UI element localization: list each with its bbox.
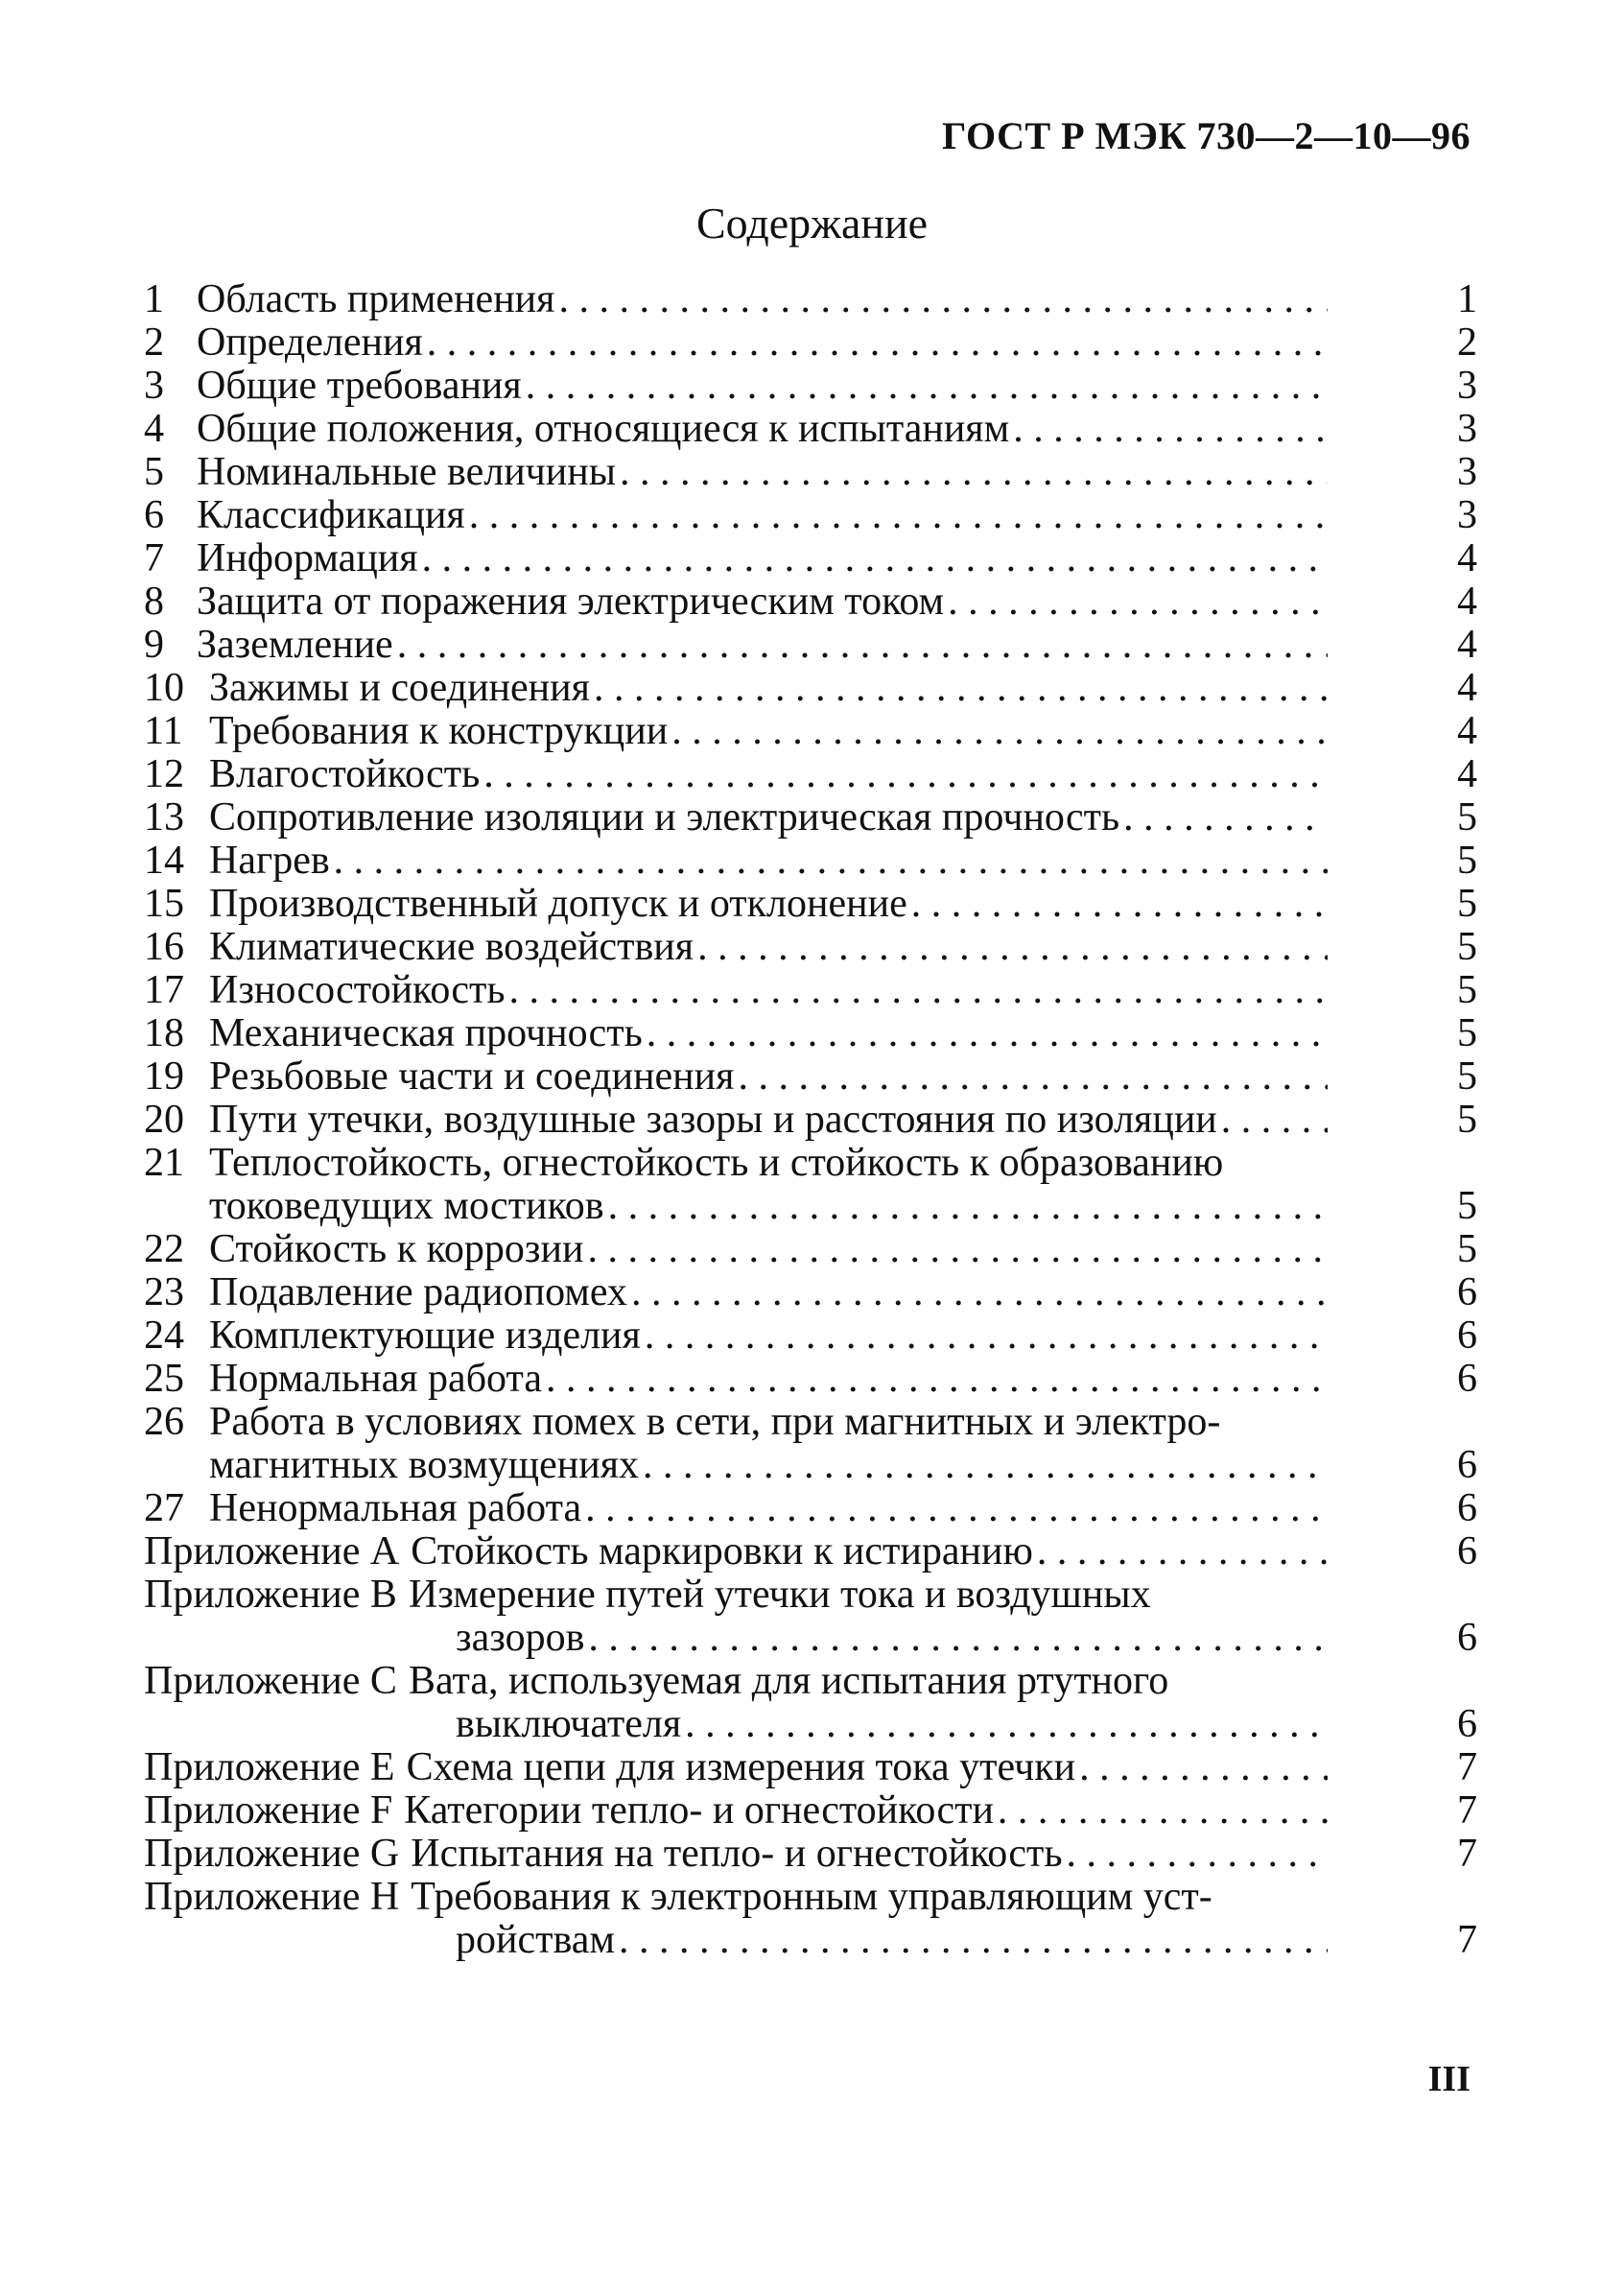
toc-appendix-line	[144, 1833, 1333, 1876]
dot-leader	[587, 1228, 1328, 1271]
toc-entry	[144, 883, 1477, 926]
dot-leader	[397, 624, 1328, 667]
appendix-prefix: Приложение H	[144, 1875, 400, 1919]
toc-entry-page: 3	[1457, 493, 1477, 537]
toc-entry-number: 14	[144, 839, 184, 883]
toc-entry-title: Работа в условиях помех в сети, при магнитных и электро-	[209, 1400, 1221, 1444]
toc-entry	[144, 278, 1477, 321]
dot-leader	[608, 1185, 1328, 1228]
toc-entry	[144, 494, 1477, 537]
toc-entry-number: 25	[144, 1357, 184, 1401]
dot-leader	[1037, 1530, 1328, 1574]
toc-appendix-page: 6	[1457, 1529, 1477, 1574]
toc-entry-page: 6	[1457, 1486, 1477, 1530]
toc-entry-line	[144, 1055, 1333, 1099]
toc-entry-line	[144, 365, 1333, 408]
dot-leader	[911, 883, 1328, 926]
toc-entry-title: Подавление радиопомех	[209, 1270, 627, 1314]
toc-entry-number: 18	[144, 1011, 184, 1055]
toc-entry-page: 5	[1457, 1054, 1477, 1099]
toc-appendix	[144, 1530, 1477, 1574]
toc-appendix	[144, 1833, 1477, 1876]
toc-entry-number: 16	[144, 925, 184, 969]
dot-leader	[645, 1314, 1328, 1358]
dot-leader	[334, 840, 1328, 883]
table-of-contents	[144, 278, 1477, 1962]
toc-entry-line	[144, 1444, 1333, 1487]
toc-entry-number: 23	[144, 1270, 184, 1314]
toc-appendix-page: 7	[1457, 1745, 1477, 1789]
toc-appendix-page: 7	[1457, 1832, 1477, 1876]
toc-entry-title: Износостойкость	[209, 968, 506, 1012]
toc-entry-title: Сопротивление изоляции и электрическая прочность	[209, 795, 1120, 840]
toc-entry-title: Информация	[197, 536, 418, 580]
toc-entry	[144, 1271, 1477, 1314]
toc-entry-title: Общие положения, относящиеся к испытаниям	[197, 407, 1010, 451]
toc-entry-page: 6	[1457, 1357, 1477, 1401]
dot-leader	[685, 1703, 1328, 1746]
dot-leader	[422, 537, 1328, 580]
toc-entry-title: Нагрев	[209, 839, 330, 883]
toc-entry-title: Производственный допуск и отклонение	[209, 882, 907, 926]
toc-entry-title: Ненормальная работа	[209, 1486, 582, 1530]
toc-appendix	[144, 1876, 1477, 1962]
toc-appendix-line	[144, 1876, 1333, 1919]
appendix-title: Испытания на тепло- и огнестойкость	[411, 1832, 1063, 1876]
toc-entry-line	[144, 408, 1333, 451]
dot-leader	[558, 278, 1328, 321]
dot-leader	[469, 494, 1328, 537]
toc-entry-number: 12	[144, 752, 184, 796]
toc-entry	[144, 408, 1477, 451]
toc-entry-page: 5	[1457, 925, 1477, 969]
toc-appendix-line	[144, 1617, 1333, 1660]
toc-entry-line	[144, 710, 1333, 753]
toc-entry-page: 1	[1457, 277, 1477, 321]
dot-leader	[619, 1919, 1328, 1962]
toc-entry-page: 4	[1457, 536, 1477, 580]
toc-entry-page: 4	[1457, 709, 1477, 753]
toc-entry-number: 2	[144, 320, 164, 365]
toc-entry	[144, 365, 1477, 408]
toc-entry	[144, 1314, 1477, 1358]
toc-entry-title: Требования к конструкции	[209, 709, 669, 753]
toc-appendix-page: 7	[1457, 1788, 1477, 1833]
toc-appendix-page: 6	[1457, 1702, 1477, 1746]
toc-entry-line	[144, 1228, 1333, 1271]
dot-leader	[594, 667, 1328, 710]
toc-entry-page: 5	[1457, 839, 1477, 883]
toc-entry-page: 5	[1457, 968, 1477, 1012]
toc-entry	[144, 580, 1477, 624]
dot-leader	[998, 1789, 1328, 1833]
page-number: III	[1427, 2059, 1471, 2099]
toc-entry-number: 6	[144, 493, 164, 537]
dot-leader	[427, 321, 1328, 365]
toc-entry-line	[144, 667, 1333, 710]
toc-entry	[144, 537, 1477, 580]
toc-entry-line	[144, 969, 1333, 1012]
appendix-prefix: Приложение G	[144, 1832, 400, 1876]
appendix-title: Измерение путей утечки тока и воздушных	[408, 1573, 1151, 1617]
toc-entry-number: 15	[144, 882, 184, 926]
toc-entry-page: 4	[1457, 752, 1477, 796]
appendix-title: Вата, используемая для испытания ртутного	[408, 1659, 1169, 1703]
toc-entry	[144, 1401, 1477, 1487]
toc-entry-line	[144, 1314, 1333, 1358]
toc-entry-line	[144, 580, 1333, 624]
toc-appendix	[144, 1574, 1477, 1660]
dot-leader	[585, 1487, 1328, 1530]
toc-entry-number: 22	[144, 1227, 184, 1271]
toc-entry-title: Пути утечки, воздушные зазоры и расстояния по изоляции	[209, 1098, 1217, 1142]
toc-entry-number: 24	[144, 1314, 184, 1358]
dot-leader	[1123, 796, 1328, 840]
dot-leader	[697, 926, 1328, 969]
toc-entry-number: 17	[144, 968, 184, 1012]
toc-entry-title: Теплостойкость, огнестойкость и стойкость к образованию	[209, 1141, 1224, 1185]
toc-entry-title: Классификация	[197, 493, 465, 537]
toc-entry	[144, 840, 1477, 883]
toc-entry-number: 4	[144, 407, 164, 451]
toc-entry-title: Заземление	[197, 623, 393, 667]
toc-entry-line	[144, 1271, 1333, 1314]
dot-leader	[1221, 1099, 1328, 1142]
toc-entry-page: 3	[1457, 407, 1477, 451]
toc-entry-page: 4	[1457, 623, 1477, 667]
appendix-prefix: Приложение E	[144, 1745, 395, 1789]
toc-entry-title: Климатические воздействия	[209, 925, 694, 969]
toc-appendix	[144, 1746, 1477, 1789]
toc-entry-line	[144, 926, 1333, 969]
toc-title: Содержание	[695, 199, 929, 248]
dot-leader	[620, 451, 1328, 494]
toc-appendix-page: 7	[1457, 1918, 1477, 1962]
toc-entry-number: 20	[144, 1098, 184, 1142]
toc-entry-number: 26	[144, 1400, 184, 1444]
toc-entry	[144, 753, 1477, 796]
toc-entry-title: Защита от поражения электрическим током	[197, 580, 945, 624]
toc-entry-title: Комплектующие изделия	[209, 1314, 641, 1358]
toc-entry-title: Нормальная работа	[209, 1357, 543, 1401]
toc-entry-line	[144, 321, 1333, 365]
document-code: ГОСТ Р МЭК 730—2—10—96	[942, 114, 1471, 157]
toc-entry	[144, 321, 1477, 365]
toc-appendix-line	[144, 1574, 1333, 1617]
appendix-prefix: Приложение A	[144, 1529, 400, 1574]
toc-entry-number: 8	[144, 580, 164, 624]
toc-entry-page: 5	[1457, 1011, 1477, 1055]
toc-entry	[144, 624, 1477, 667]
toc-appendix-page: 6	[1457, 1616, 1477, 1660]
toc-entry-title: токоведущих мостиков	[209, 1184, 604, 1228]
toc-entry-title: Область применения	[197, 277, 555, 321]
toc-entry-number: 7	[144, 536, 164, 580]
toc-appendix	[144, 1789, 1477, 1833]
toc-appendix	[144, 1660, 1477, 1746]
dot-leader	[526, 365, 1328, 408]
toc-entry-title: Резьбовые части и соединения	[209, 1054, 735, 1099]
appendix-title: ройствам	[456, 1918, 615, 1962]
toc-entry-line	[144, 1358, 1333, 1401]
toc-entry-page: 5	[1457, 1184, 1477, 1228]
toc-entry-page: 5	[1457, 795, 1477, 840]
toc-entry-line	[144, 1185, 1333, 1228]
toc-entry	[144, 1142, 1477, 1228]
toc-appendix-line	[144, 1703, 1333, 1746]
toc-entry-page: 5	[1457, 882, 1477, 926]
toc-entry-title: магнитных возмущениях	[209, 1443, 640, 1487]
toc-entry-page: 5	[1457, 1098, 1477, 1142]
appendix-prefix: Приложение B	[144, 1573, 397, 1617]
toc-entry-number: 11	[144, 709, 183, 753]
appendix-title: Стойкость маркировки к истиранию	[411, 1529, 1033, 1574]
dot-leader	[546, 1358, 1328, 1401]
toc-entry	[144, 926, 1477, 969]
toc-entry-line	[144, 537, 1333, 580]
toc-entry-page: 3	[1457, 450, 1477, 494]
toc-entry-title: Зажимы и соединения	[209, 666, 590, 710]
toc-entry-title: Общие требования	[197, 364, 522, 408]
toc-entry-line	[144, 1487, 1333, 1530]
toc-entry-line	[144, 451, 1333, 494]
appendix-title: выключателя	[456, 1702, 682, 1746]
toc-entry	[144, 1055, 1477, 1099]
toc-entry-line	[144, 494, 1333, 537]
dot-leader	[738, 1055, 1328, 1099]
toc-appendix-line	[144, 1660, 1333, 1703]
toc-entry	[144, 1487, 1477, 1530]
dot-leader	[631, 1271, 1328, 1314]
toc-entry-page: 6	[1457, 1270, 1477, 1314]
toc-entry-line	[144, 1401, 1333, 1444]
toc-entry-number: 19	[144, 1054, 184, 1099]
toc-entry-page: 3	[1457, 364, 1477, 408]
toc-entry-page: 5	[1457, 1227, 1477, 1271]
appendix-title: Требования к электронным управляющим уст-	[411, 1875, 1212, 1919]
toc-entry	[144, 969, 1477, 1012]
toc-entry-number: 10	[144, 666, 184, 710]
toc-entry-title: Влагостойкость	[209, 752, 481, 796]
dot-leader	[588, 1617, 1328, 1660]
toc-entry-line	[144, 1142, 1333, 1185]
toc-entry-page: 4	[1457, 666, 1477, 710]
toc-entry-page: 2	[1457, 320, 1477, 365]
toc-entry	[144, 1012, 1477, 1055]
appendix-title: Схема цепи для измерения тока утечки	[406, 1745, 1076, 1789]
toc-entry	[144, 1358, 1477, 1401]
toc-entry-page: 4	[1457, 580, 1477, 624]
toc-entry-line	[144, 796, 1333, 840]
toc-entry-line	[144, 1099, 1333, 1142]
dot-leader	[643, 1444, 1328, 1487]
toc-entry-line	[144, 840, 1333, 883]
appendix-prefix: Приложение C	[144, 1659, 397, 1703]
toc-entry	[144, 451, 1477, 494]
toc-entry-number: 9	[144, 623, 164, 667]
toc-entry	[144, 710, 1477, 753]
toc-entry-title: Определения	[197, 320, 423, 365]
toc-entry-number: 13	[144, 795, 184, 840]
toc-entry-title: Стойкость к коррозии	[209, 1227, 584, 1271]
toc-appendix-line	[144, 1919, 1333, 1962]
toc-entry-line	[144, 883, 1333, 926]
toc-entry-line	[144, 624, 1333, 667]
toc-entry-line	[144, 753, 1333, 796]
toc-entry-number: 1	[144, 277, 164, 321]
dot-leader	[671, 710, 1328, 753]
toc-entry	[144, 1099, 1477, 1142]
dot-leader	[509, 969, 1328, 1012]
toc-entry-title: Номинальные величины	[197, 450, 616, 494]
toc-entry	[144, 667, 1477, 710]
dot-leader	[1067, 1833, 1328, 1876]
toc-appendix-line	[144, 1789, 1333, 1833]
toc-entry-page: 6	[1457, 1314, 1477, 1358]
toc-entry-number: 5	[144, 450, 164, 494]
toc-appendix-line	[144, 1530, 1333, 1574]
toc-entry-title: Механическая прочность	[209, 1011, 643, 1055]
toc-entry-line	[144, 1012, 1333, 1055]
toc-entry-number: 3	[144, 364, 164, 408]
toc-entry-page: 6	[1457, 1443, 1477, 1487]
toc-entry-number: 21	[144, 1141, 184, 1185]
dot-leader	[1013, 408, 1328, 451]
toc-entry-number: 27	[144, 1486, 184, 1530]
dot-leader	[483, 753, 1328, 796]
appendix-prefix: Приложение F	[144, 1788, 393, 1833]
toc-appendix-line	[144, 1746, 1333, 1789]
dot-leader	[1079, 1746, 1328, 1789]
appendix-title: зазоров	[456, 1616, 585, 1660]
toc-entry	[144, 796, 1477, 840]
dot-leader	[948, 580, 1328, 624]
toc-entry	[144, 1228, 1477, 1271]
appendix-title: Категории тепло- и огнестойкости	[404, 1788, 994, 1833]
toc-entry-line	[144, 278, 1333, 321]
dot-leader	[647, 1012, 1328, 1055]
